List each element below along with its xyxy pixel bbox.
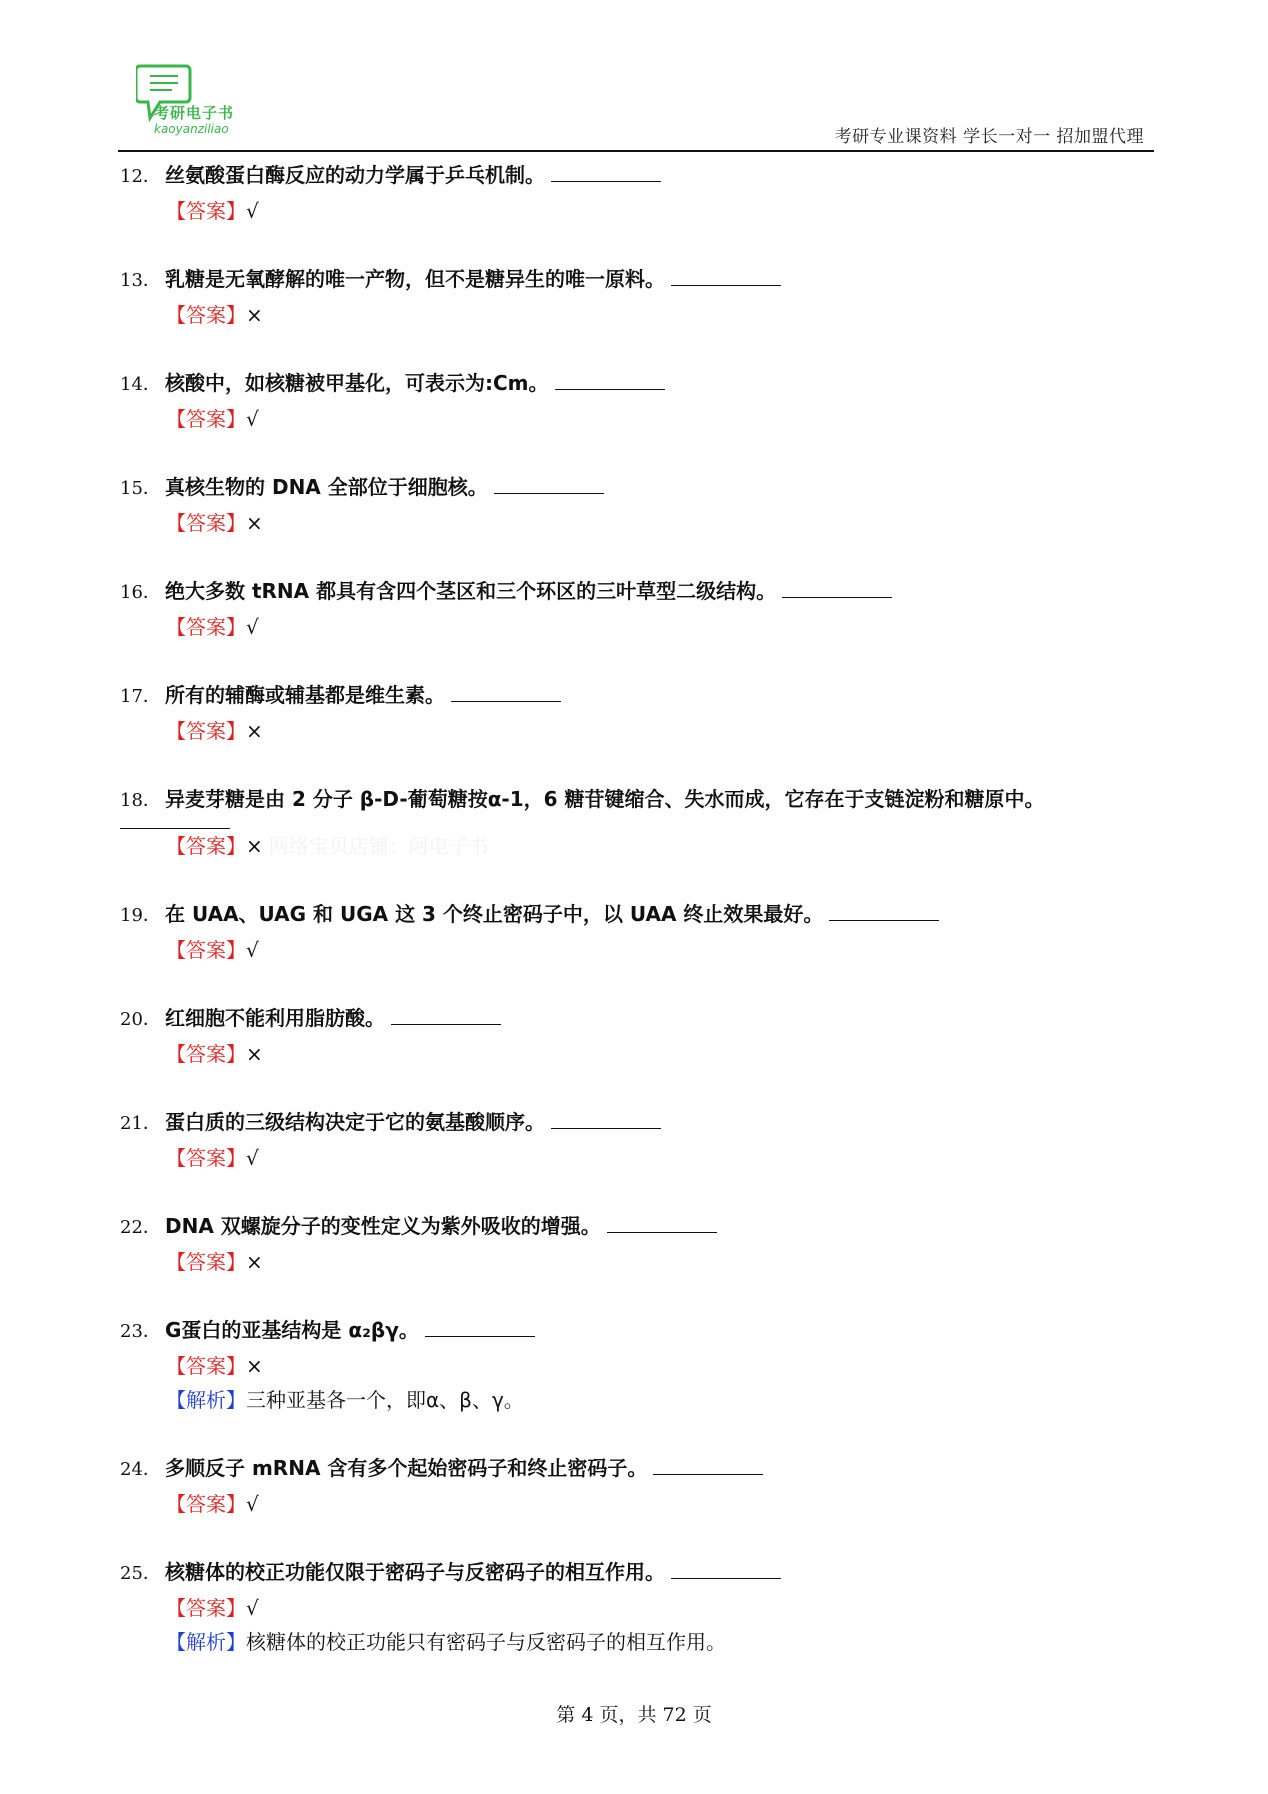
- explanation-tag: 【解析】: [166, 1630, 246, 1654]
- question-item: [120, 470, 1150, 540]
- explanation-tag: 【解析】: [166, 1388, 246, 1412]
- answer-value: ×: [246, 1354, 263, 1378]
- answer-line: [120, 714, 1150, 748]
- answer-value: √: [246, 407, 259, 431]
- explanation-line: [120, 1625, 1150, 1659]
- question-text-line: [120, 1555, 1150, 1591]
- answer-blank: [671, 265, 781, 286]
- answer-value: ×: [246, 303, 263, 327]
- question-item: [120, 678, 1150, 748]
- question-text-line: [120, 158, 1150, 194]
- question-text: 多顺反子 mRNA 含有多个起始密码子和终止密码子。: [165, 1456, 648, 1480]
- logo-title: 考研电子书: [154, 104, 235, 122]
- question-item: [120, 1105, 1150, 1175]
- explanation-line: [120, 1383, 1150, 1417]
- answer-tag: 【答案】: [166, 615, 246, 639]
- answer-blank: [391, 1004, 501, 1025]
- answer-tag: 【答案】: [166, 407, 246, 431]
- answer-value: √: [246, 938, 259, 962]
- question-text: 绝大多数 tRNA 都具有含四个茎区和三个环区的三叶草型二级结构。: [165, 579, 777, 603]
- question-item: [120, 1451, 1150, 1521]
- answer-value: ×: [246, 834, 263, 858]
- question-text-line: [120, 262, 1150, 298]
- answer-tag: 【答案】: [166, 1492, 246, 1516]
- question-number: 14．: [120, 374, 161, 395]
- answer-value: ×: [246, 511, 263, 535]
- answer-blank: [551, 161, 661, 182]
- answer-value: √: [246, 1596, 259, 1620]
- question-item: [120, 897, 1150, 967]
- question-text-line: [120, 897, 1150, 933]
- question-text-line: [120, 1451, 1150, 1487]
- question-number: 16．: [120, 582, 161, 603]
- answer-line: [120, 194, 1150, 228]
- question-text-line: [120, 782, 1150, 818]
- answer-blank: [451, 681, 561, 702]
- question-text-line: [120, 574, 1150, 610]
- answer-blank: [551, 1108, 661, 1129]
- question-item: [120, 782, 1150, 863]
- question-item: [120, 1209, 1150, 1279]
- question-item: [120, 574, 1150, 644]
- page-number-footer: 第 4 页，共 72 页: [556, 1704, 712, 1726]
- answer-tag: 【答案】: [166, 938, 246, 962]
- question-item: [120, 1001, 1150, 1071]
- question-text-line: [120, 1001, 1150, 1037]
- answer-value: √: [246, 1146, 259, 1170]
- answer-line: [120, 610, 1150, 644]
- question-text-line: [120, 1105, 1150, 1141]
- question-number: 20．: [120, 1009, 161, 1030]
- question-number: 13．: [120, 270, 161, 291]
- question-number: 18．: [120, 790, 161, 811]
- question-text: 异麦芽糖是由 2 分子 β-D-葡萄糖按α-1，6 糖苷键缩合、失水而成，它存在于支链淀粉和糖原中。: [165, 787, 1045, 811]
- answer-tag: 【答案】: [166, 1250, 246, 1274]
- answer-tag: 【答案】: [166, 1596, 246, 1620]
- question-text: 丝氨酸蛋白酶反应的动力学属于乒乓机制。: [165, 163, 545, 187]
- answer-value: √: [246, 615, 259, 639]
- answer-line: [120, 1349, 1150, 1383]
- header-divider: [118, 150, 1154, 152]
- answer-tag: 【答案】: [166, 511, 246, 535]
- question-item: [120, 366, 1150, 436]
- answer-value: √: [246, 199, 259, 223]
- answer-line: [120, 933, 1150, 967]
- question-number: 12．: [120, 166, 161, 187]
- explanation-text: 核糖体的校正功能只有密码子与反密码子的相互作用。: [246, 1630, 726, 1654]
- question-list: [120, 158, 1150, 1659]
- question-text: 红细胞不能利用脂肪酸。: [165, 1006, 385, 1030]
- answer-value: ×: [246, 1042, 263, 1066]
- answer-line: [120, 829, 1150, 863]
- answer-blank: [653, 1454, 763, 1475]
- answer-tag: 【答案】: [166, 834, 246, 858]
- page-header: [118, 58, 1154, 152]
- question-item: [120, 1313, 1150, 1417]
- question-text-line: [120, 470, 1150, 506]
- question-text: 真核生物的 DNA 全部位于细胞核。: [165, 475, 488, 499]
- question-text: 蛋白质的三级结构决定于它的氨基酸顺序。: [165, 1110, 545, 1134]
- answer-tag: 【答案】: [166, 1042, 246, 1066]
- question-number: 24．: [120, 1459, 161, 1480]
- question-item: [120, 158, 1150, 228]
- answer-blank: [829, 900, 939, 921]
- answer-tag: 【答案】: [166, 303, 246, 327]
- answer-line: [120, 298, 1150, 332]
- question-number: 19．: [120, 905, 161, 926]
- question-text: 核糖体的校正功能仅限于密码子与反密码子的相互作用。: [165, 1560, 665, 1584]
- question-text-line: [120, 366, 1150, 402]
- question-text-line: [120, 1209, 1150, 1245]
- answer-line: [120, 1487, 1150, 1521]
- question-text: 乳糖是无氧酵解的唯一产物，但不是糖异生的唯一原料。: [165, 267, 665, 291]
- question-number: 22．: [120, 1217, 161, 1238]
- question-number: 21．: [120, 1113, 161, 1134]
- question-number: 23．: [120, 1321, 161, 1342]
- question-text: DNA 双螺旋分子的变性定义为紫外吸收的增强。: [165, 1214, 601, 1238]
- question-text-line: [120, 678, 1150, 714]
- answer-value: ×: [246, 719, 263, 743]
- answer-value: √: [246, 1492, 259, 1516]
- answer-tag: 【答案】: [166, 1146, 246, 1170]
- watermark-text: 网络宝贝店铺：阿电子书: [268, 834, 489, 858]
- question-text: G蛋白的亚基结构是 α₂βγ。: [165, 1318, 419, 1342]
- question-text-line: [120, 1313, 1150, 1349]
- answer-line: [120, 1245, 1150, 1279]
- question-item: [120, 262, 1150, 332]
- question-text: 在 UAA、UAG 和 UGA 这 3 个终止密码子中，以 UAA 终止效果最好。: [165, 902, 824, 926]
- question-text: 核酸中，如核糖被甲基化，可表示为:Cm。: [165, 371, 549, 395]
- answer-blank: [555, 369, 665, 390]
- question-number: 15．: [120, 478, 161, 499]
- logo-subtitle: kaoyanziliao: [154, 122, 229, 136]
- answer-tag: 【答案】: [166, 1354, 246, 1378]
- answer-blank: [425, 1316, 535, 1337]
- answer-line: [120, 1591, 1150, 1625]
- answer-value: ×: [246, 1250, 263, 1274]
- answer-blank: [494, 473, 604, 494]
- answer-blank: [671, 1558, 781, 1579]
- question-item: [120, 1555, 1150, 1659]
- answer-line: [120, 402, 1150, 436]
- answer-line: [120, 1037, 1150, 1071]
- answer-blank: [782, 577, 892, 598]
- explanation-text: 三种亚基各一个，即α、β、γ。: [246, 1388, 524, 1412]
- question-number: 25．: [120, 1563, 161, 1584]
- answer-blank: [607, 1212, 717, 1233]
- answer-line: [120, 506, 1150, 540]
- question-text: 所有的辅酶或辅基都是维生素。: [165, 683, 445, 707]
- answer-tag: 【答案】: [166, 199, 246, 223]
- answer-line: [120, 1141, 1150, 1175]
- answer-tag: 【答案】: [166, 719, 246, 743]
- question-number: 17．: [120, 686, 161, 707]
- header-tagline: 考研专业课资料 学长一对一 招加盟代理: [834, 127, 1144, 147]
